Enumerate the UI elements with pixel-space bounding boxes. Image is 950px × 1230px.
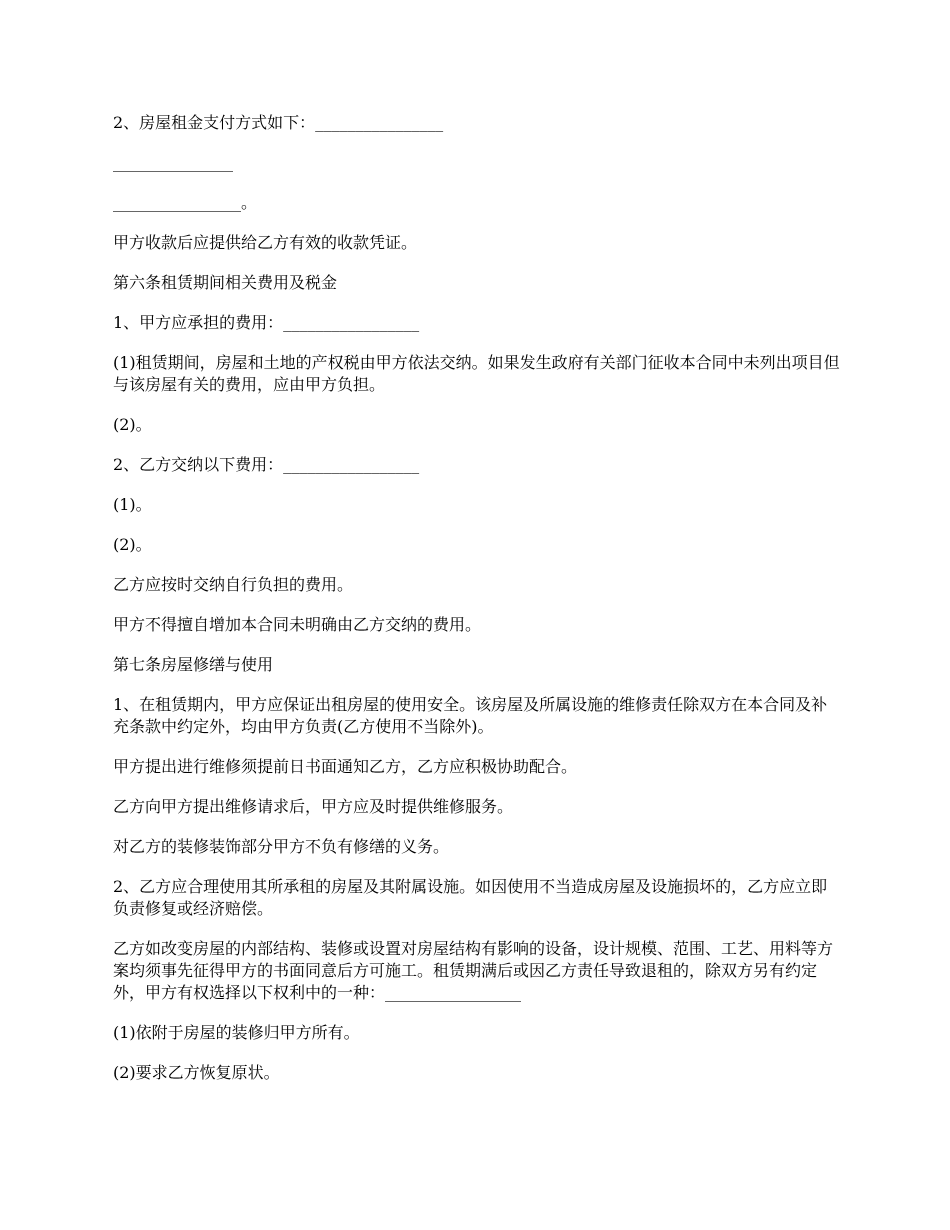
paragraph-payment-method: 2、房屋租金支付方式如下：________________ (113, 113, 444, 132)
paragraph-timely-payment: 乙方应按时交纳自行负担的费用。 (113, 575, 354, 594)
paragraph-decoration-exclusion: 对乙方的装修装饰部分甲方不负有修缮的义务。 (113, 837, 450, 856)
paragraph-option-2: (2)要求乙方恢复原状。 (113, 1063, 280, 1082)
paragraph-party-b-fees: 2、乙方交纳以下费用：_________________ (113, 455, 420, 474)
section-heading-article-7: 第七条房屋修缮与使用 (113, 655, 274, 674)
paragraph-item-b1: (1)。 (113, 495, 152, 514)
section-heading-article-6: 第六条租赁期间相关费用及税金 (113, 273, 338, 292)
paragraph-no-extra-fees: 甲方不得擅自增加本合同未明确由乙方交纳的费用。 (113, 615, 482, 634)
paragraph-item-b2: (2)。 (113, 535, 152, 554)
paragraph-repair-service: 乙方向甲方提出维修请求后，甲方应及时提供维修服务。 (113, 797, 514, 816)
paragraph-option-1: (1)依附于房屋的装修归甲方所有。 (113, 1023, 360, 1042)
paragraph-item-a2: (2)。 (113, 415, 152, 434)
paragraph-structural-changes: 乙方如改变房屋的内部结构、装修或设置对房屋结构有影响的设备，设计规模、范围、工艺、用料等方案均须事先征得甲方的书面同意后方可施工。租赁期满后或因乙方责任导致退租的，除双方另有约定外，甲方有权选择以下权利中的一种：_________________ (113, 939, 834, 1002)
paragraph-repair-notice: 甲方提出进行维修须提前日书面通知乙方，乙方应积极协助配合。 (113, 757, 578, 776)
paragraph-party-a-fees: 1、甲方应承担的费用：_________________ (113, 313, 420, 332)
paragraph-receipt: 甲方收款后应提供给乙方有效的收款凭证。 (113, 233, 418, 252)
paragraph-safety-maintenance: 1、在租赁期内，甲方应保证出租房屋的使用安全。该房屋及所属设施的维修责任除双方在本合同及补充条款中约定外，均由甲方负责(乙方使用不当除外)。 (113, 695, 828, 736)
paragraph-property-tax: (1)租赁期间，房屋和土地的产权税由甲方依法交纳。如果发生政府有关部门征收本合同中未列出项目但与该房屋有关的费用，应由甲方负担。 (113, 353, 840, 394)
paragraph-blank-line-2: ________________。 (113, 193, 258, 212)
paragraph-blank-line-1: _______________ (113, 153, 233, 172)
paragraph-proper-use: 2、乙方应合理使用其所承租的房屋及其附属设施。如因使用不当造成房屋及设施损坏的，乙方应立即负责修复或经济赔偿。 (113, 877, 828, 918)
